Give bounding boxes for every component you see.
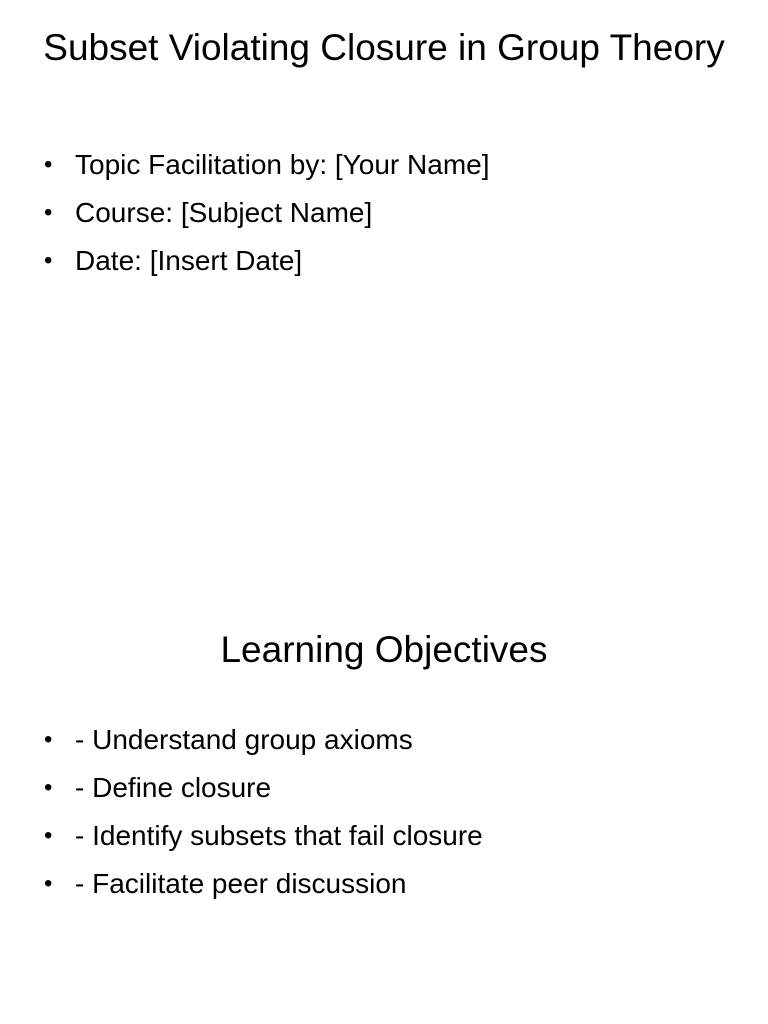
list-item <box>44 141 734 189</box>
bullet-list <box>44 141 734 285</box>
list-item <box>44 237 734 285</box>
bullet-icon: • <box>44 870 53 897</box>
list-item <box>44 764 734 812</box>
bullet-icon: • <box>44 199 53 226</box>
bullet-text: Topic Facilitation by: [Your Name] <box>75 149 490 180</box>
slide-title: Subset Violating Closure in Group Theory <box>43 27 725 68</box>
bullet-text: - Define closure <box>75 772 272 803</box>
bullet-icon: • <box>44 151 53 178</box>
bullet-icon: • <box>44 774 53 801</box>
bullet-text: Date: [Insert Date] <box>75 245 303 276</box>
list-item <box>44 812 734 860</box>
bullet-text: Course: [Subject Name] <box>75 197 373 228</box>
bullet-text: - Facilitate peer discussion <box>75 868 407 899</box>
objectives-slide <box>0 576 768 1024</box>
list-item <box>44 189 734 237</box>
bullet-text: - Understand group axioms <box>75 724 413 755</box>
bullet-text: - Identify subsets that fail closure <box>75 820 483 851</box>
slide-title: Learning Objectives <box>220 629 548 670</box>
bullet-icon: • <box>44 726 53 753</box>
list-item <box>44 860 734 908</box>
bullet-list <box>44 716 734 908</box>
list-item <box>44 716 734 764</box>
bullet-icon: • <box>44 822 53 849</box>
bullet-icon: • <box>44 247 53 274</box>
